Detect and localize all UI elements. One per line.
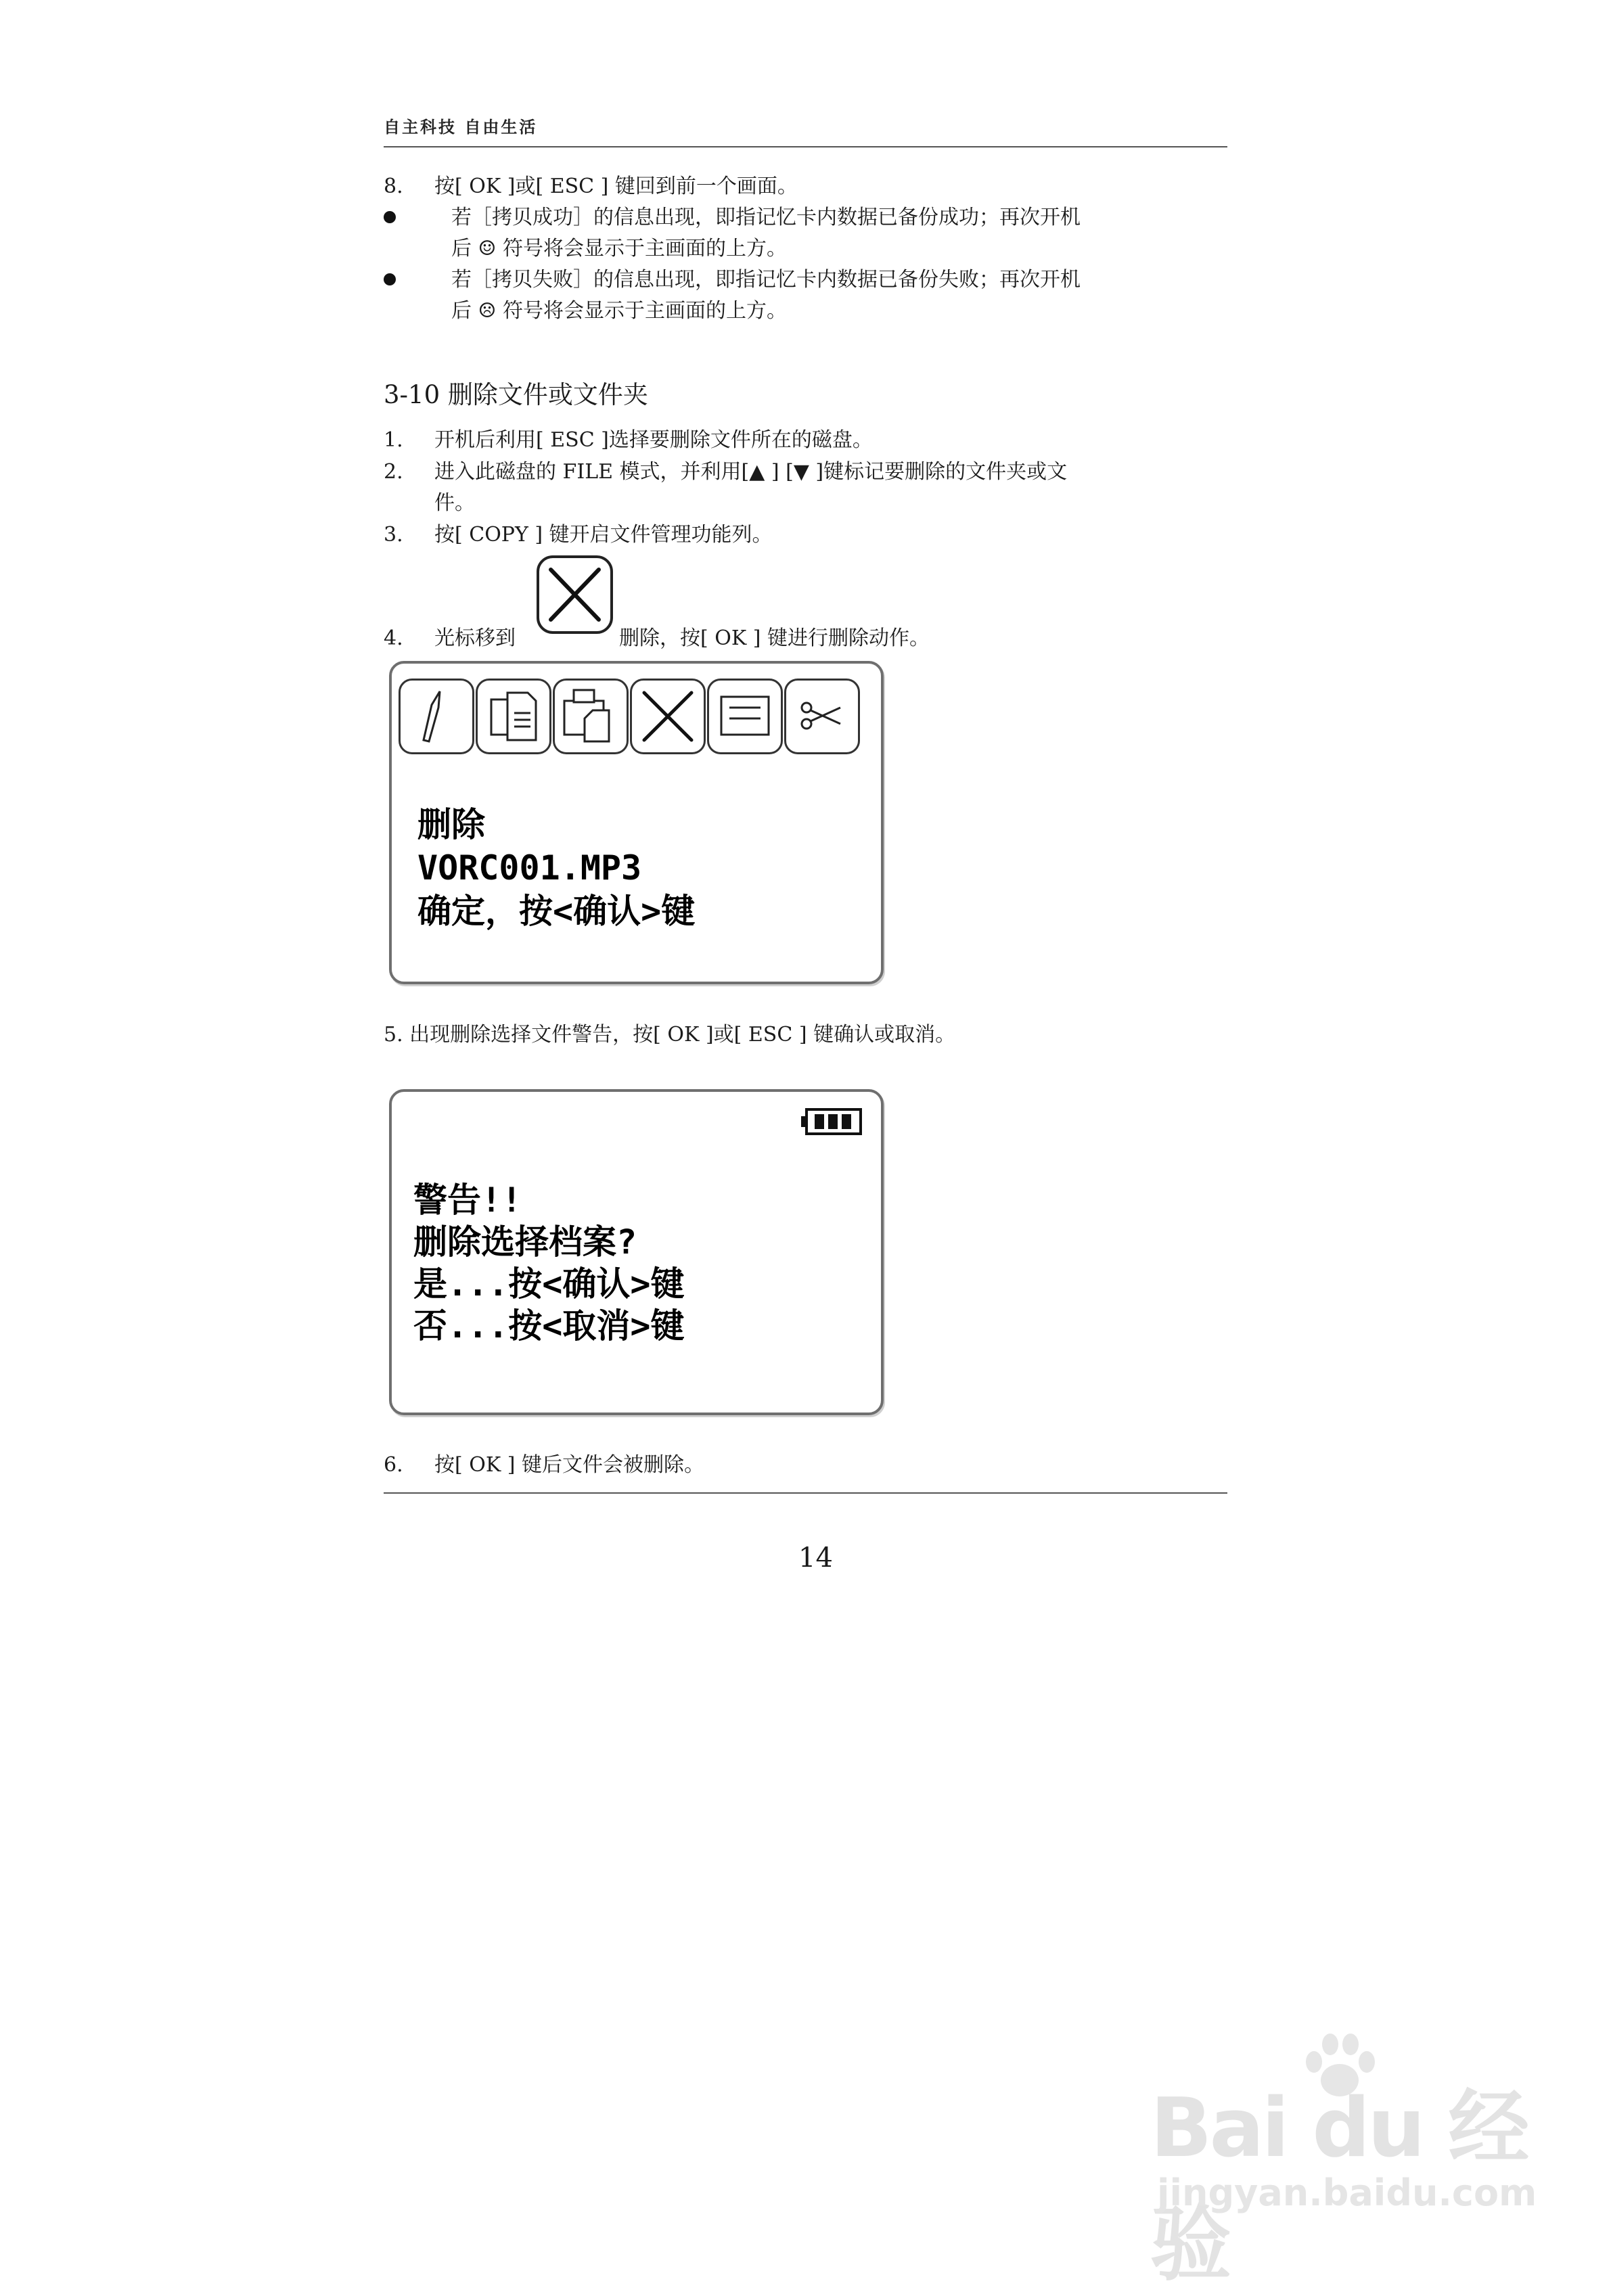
step-text: 按[ COPY ] 键开启文件管理功能列。	[434, 523, 773, 547]
step-number: 8.	[384, 175, 403, 198]
paste-icon	[553, 679, 629, 754]
step-number: 5.	[384, 1023, 403, 1047]
screen2-line-1: 警告!!	[413, 1180, 522, 1220]
step-3	[384, 520, 773, 550]
delete-confirm-screen	[389, 661, 884, 984]
step-5	[384, 1020, 955, 1050]
page-number: 14	[798, 1542, 833, 1574]
step-number: 3.	[384, 523, 403, 547]
screen2-line-3: 是...按<确认>键	[413, 1264, 685, 1304]
step-1	[384, 426, 873, 455]
screen1-line-3: 确定，按<确认>键	[417, 892, 696, 931]
bullet-icon	[384, 273, 396, 285]
step-8	[384, 172, 798, 202]
bullet-1-line-1: 若［拷贝成功］的信息出现，即指记忆卡内数据已备份成功；再次开机	[451, 206, 1081, 229]
screen1-line-1: 删除	[417, 805, 485, 844]
footer-divider	[384, 1492, 1227, 1494]
step-number: 6.	[384, 1453, 403, 1477]
screen2-line-2: 删除选择档案?	[413, 1222, 637, 1262]
step-text: 开机后利用[ ESC ]选择要删除文件所在的磁盘。	[434, 428, 873, 452]
watermark-url: jingyan.baidu.com	[1157, 2172, 1537, 2214]
window-icon	[707, 679, 783, 754]
step-2-continuation: 件。	[434, 491, 475, 515]
bullet-icon	[384, 211, 396, 223]
watermark	[1150, 2029, 1537, 2292]
bullet-2-line-1: 若［拷贝失败］的信息出现，即指记忆卡内数据已备份失败；再次开机	[451, 268, 1081, 292]
copy-icon	[476, 679, 551, 754]
section-title: 3-10 删除文件或文件夹	[384, 380, 648, 409]
delete-warning-screen	[389, 1089, 884, 1415]
delete-icon	[536, 555, 614, 635]
battery-icon	[800, 1107, 863, 1136]
screen2-line-4: 否...按<取消>键	[413, 1306, 685, 1346]
step-6	[384, 1450, 704, 1480]
header-title: 自主科技 自由生活	[384, 118, 538, 137]
step-text: 光标移到	[434, 626, 516, 650]
step-number: 2.	[384, 460, 403, 484]
cut-icon	[784, 679, 860, 754]
bullet-2-line-2: 后 ☹ 符号将会显示于主画面的上方。	[451, 299, 787, 323]
watermark-logo: Bai du 经验	[1150, 2082, 1527, 2292]
step-2	[384, 457, 1067, 487]
delete-icon	[630, 679, 706, 754]
step-text: 进入此磁盘的 FILE 模式，并利用[▲ ] [▼ ]键标记要删除的文件夹或文	[434, 460, 1068, 484]
screen1-line-2: VORC001.MP3	[417, 848, 642, 888]
step-4-after: 删除，按[ OK ] 键进行删除动作。	[619, 626, 930, 650]
pen-icon	[399, 679, 474, 754]
step-number: 4.	[384, 626, 403, 650]
step-number: 1.	[384, 428, 403, 452]
step-text: 出现删除选择文件警告，按[ OK ]或[ ESC ] 键确认或取消。	[409, 1023, 956, 1047]
step-4-before	[384, 624, 516, 653]
step-text: 按[ OK ] 键后文件会被删除。	[434, 1453, 705, 1477]
step-text: 按[ OK ]或[ ESC ] 键回到前一个画面。	[434, 175, 798, 198]
bullet-1-line-2: 后 ☺ 符号将会显示于主画面的上方。	[451, 237, 787, 260]
header-divider	[384, 146, 1227, 147]
